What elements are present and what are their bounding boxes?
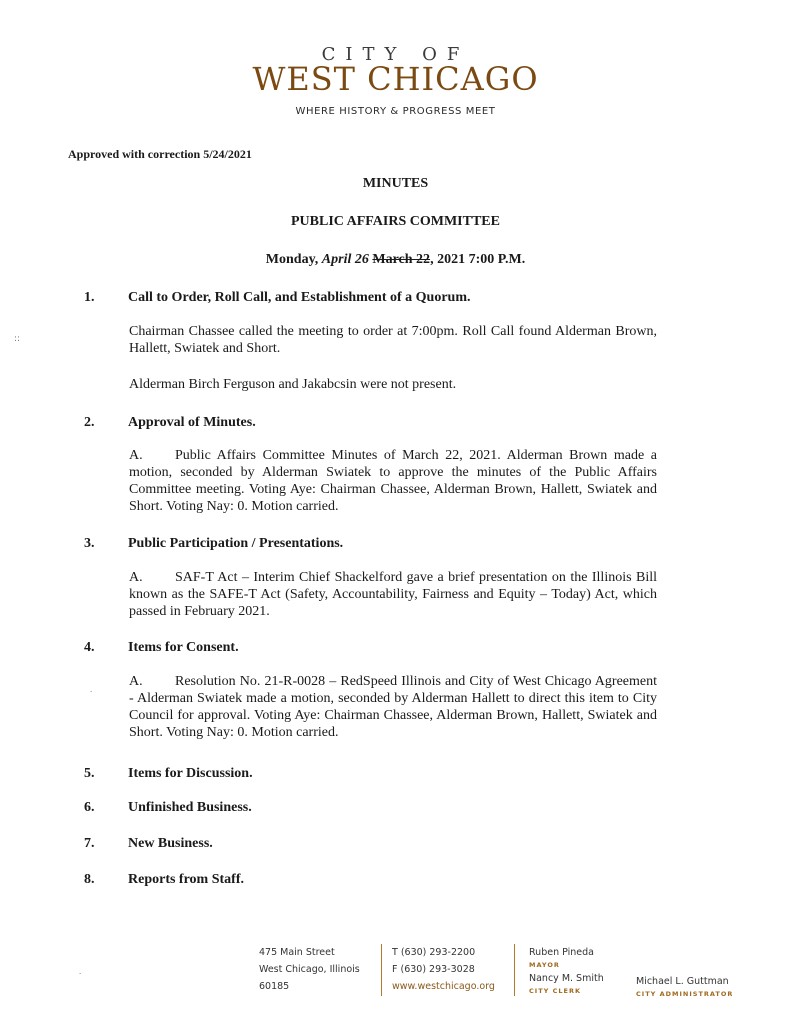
footer-clerk [529, 970, 604, 995]
section-number: 4. [84, 640, 95, 655]
administrator-name: Michael L. Guttman [636, 976, 729, 987]
item-letter: A. [129, 674, 143, 689]
phone-number: T (630) 293-2200 [392, 947, 476, 958]
date-struck: March 22 [372, 252, 431, 267]
item-text: SAF-T Act – Interim Chief Shackelford gave a brief presentation on the Illinois Bill known as the SAFE-T Act (Safety, Accountability, Fairness and Equity – Today) Act, which passed in February 2021. [129, 570, 657, 619]
section-number: 3. [84, 536, 95, 551]
item-text: Public Affairs Committee Minutes of March 22, 2021. Alderman Brown made a motion, seconded by Alderman Swiatek to approve the minutes of the Public Affairs Committee meeting. Voting Aye: Chairman Chassee, Alderman Brown, Hallett, Swiatek and Short. Voting Nay: 0. Motion carried. [129, 448, 657, 514]
section-paragraph [129, 569, 657, 620]
section-title: Public Participation / Presentations. [128, 536, 344, 551]
section-title: Call to Order, Roll Call, and Establishment of a Quorum. [128, 290, 471, 305]
address-zip: 60185 [259, 981, 290, 992]
section-paragraph: Chairman Chassee called the meeting to order at 7:00pm. Roll Call found Alderman Brown, Hallett, Swiatek and Short. [129, 324, 657, 356]
letterhead-tagline: WHERE HISTORY & PROGRESS MEET [295, 106, 496, 117]
mayor-role: MAYOR [529, 961, 560, 969]
section-number: 1. [84, 290, 95, 305]
section-paragraph [129, 673, 657, 741]
section-number: 7. [84, 836, 95, 851]
section-title: New Business. [128, 836, 213, 851]
section-paragraph: Alderman Birch Ferguson and Jakabcsin were not present. [129, 377, 457, 392]
footer-contact [392, 944, 495, 995]
section-number: 2. [84, 415, 95, 430]
section-number: 5. [84, 766, 95, 781]
section-title: Items for Consent. [128, 640, 239, 655]
meeting-date [0, 252, 791, 268]
footer-address [259, 944, 360, 995]
item-letter: A. [129, 570, 143, 585]
date-corrected: April 26 [321, 252, 369, 267]
footer-mayor [529, 944, 594, 969]
address-city: West Chicago, Illinois [259, 964, 360, 975]
letterhead-city-of: CITY OF [321, 44, 470, 65]
mayor-name: Ruben Pineda [529, 947, 594, 958]
section-number: 8. [84, 872, 95, 887]
section-title: Approval of Minutes. [128, 415, 256, 430]
item-letter: A. [129, 448, 143, 463]
date-prefix: Monday, [265, 252, 322, 267]
committee-name: PUBLIC AFFAIRS COMMITTEE [291, 214, 500, 229]
document-title: MINUTES [362, 176, 429, 191]
section-title: Unfinished Business. [128, 800, 252, 815]
clerk-name: Nancy M. Smith [529, 973, 604, 984]
margin-mark: . [79, 966, 82, 976]
footer-divider [514, 944, 515, 996]
approval-note: Approved with correction 5/24/2021 [68, 147, 252, 161]
fax-number: F (630) 293-3028 [392, 964, 475, 975]
administrator-role: CITY ADMINISTRATOR [636, 990, 734, 998]
section-number: 6. [84, 800, 95, 815]
clerk-role: CITY CLERK [529, 987, 581, 995]
footer-administrator [636, 973, 733, 998]
footer-divider [381, 944, 382, 996]
section-title: Items for Discussion. [128, 766, 253, 781]
date-suffix: , 2021 7:00 P.M. [430, 252, 526, 267]
section-title: Reports from Staff. [128, 872, 244, 887]
item-text: Resolution No. 21-R-0028 – RedSpeed Illinois and City of West Chicago Agreement - Alderman Swiatek made a motion, seconded by Alderman Hallett to direct this item to City Council for approval. Voting Aye: Chairman Chassee, Alderman Brown, Hallett, Swiatek and Short. Voting Nay: 0. Motion carried. [129, 674, 657, 740]
margin-mark: . [90, 684, 93, 694]
section-paragraph [129, 447, 657, 515]
letterhead-city-name: WEST CHICAGO [252, 60, 539, 98]
margin-mark: :: [14, 334, 21, 344]
website-link[interactable]: www.westchicago.org [392, 981, 495, 992]
address-street: 475 Main Street [259, 947, 335, 958]
